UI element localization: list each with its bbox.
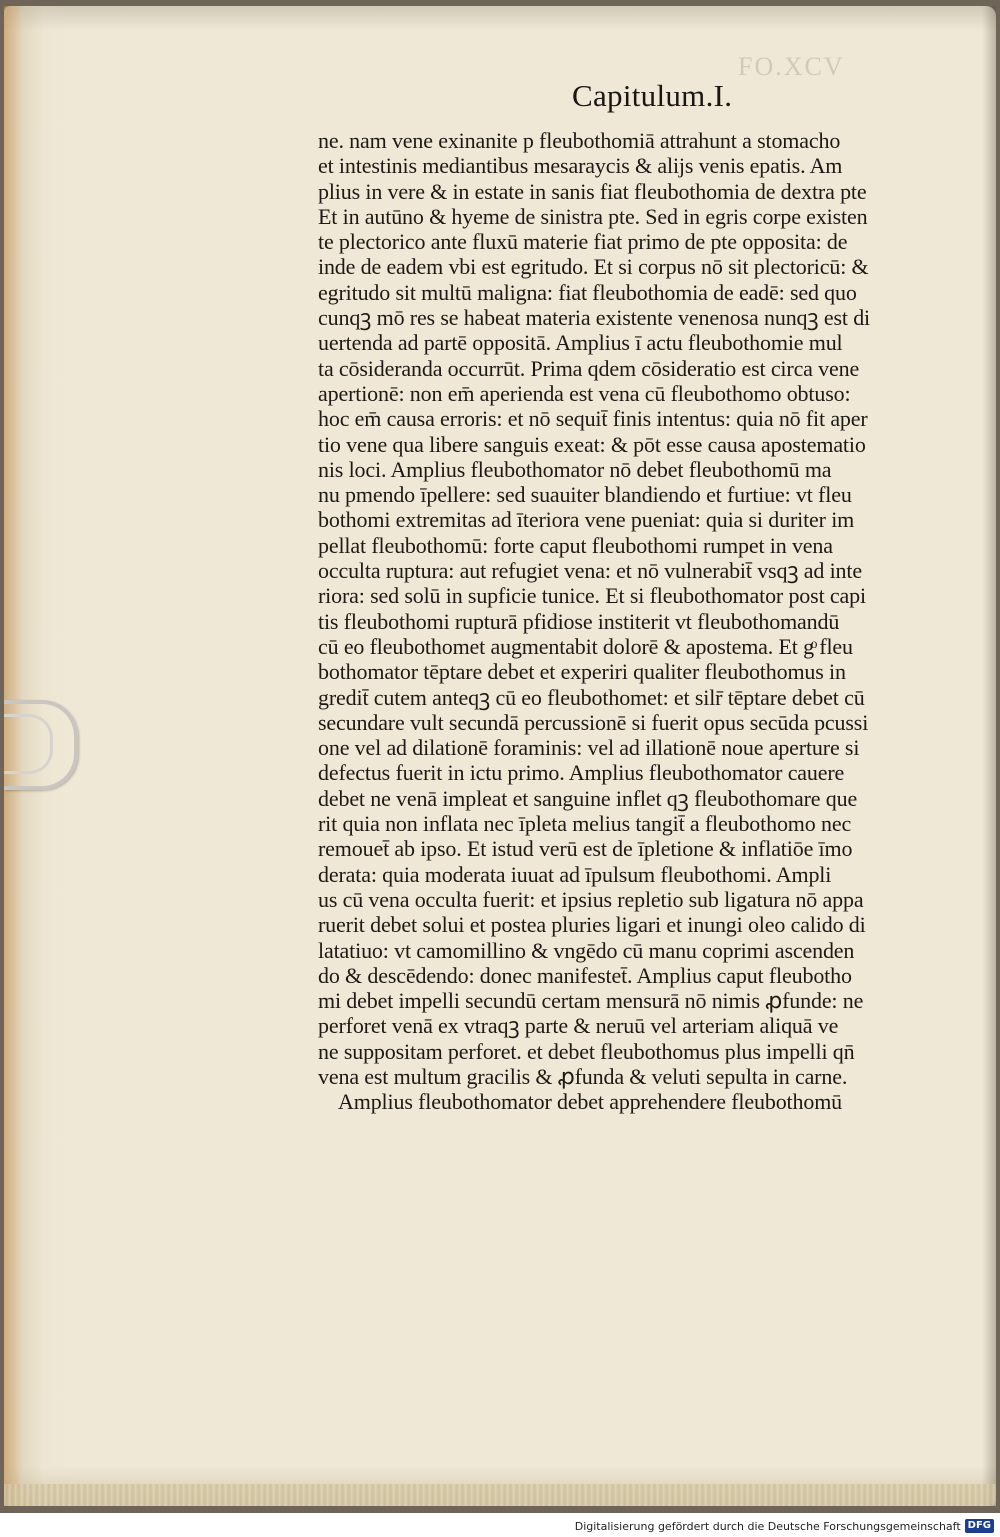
- text-line: one vel ad dilationē foraminis: vel ad illationē noue aperture si: [318, 735, 860, 761]
- text-line: inde de eadem vbi est egritudo. Et si corpus nō sit plectoricū: &: [318, 254, 869, 280]
- text-line: te plectorico ante fluxū materie fiat primo de pte opposita: de: [318, 229, 848, 255]
- text-line: secundare vult secundā percussionē si fuerit opus secūda pcussi: [318, 709, 869, 735]
- text-line: Et in autūno & hyeme de sinistra pte. Sed in egris corpe existen: [318, 203, 868, 229]
- text-line: derata: quia moderata iuuat ad īpulsum fleubothomi. Ampli: [318, 861, 832, 887]
- text-line: ruerit debet solui et postea pluries ligari et inungi oleo calido di: [318, 912, 866, 938]
- text-line: uertenda ad partē oppositā. Amplius ī actu fleubothomie mul: [318, 330, 843, 356]
- text-line: nu pmendo īpellere: sed suauiter blandiendo et furtiue: vt fleu: [318, 482, 852, 508]
- dfg-logo: DFG: [965, 1519, 994, 1533]
- footer-credit-text: Digitalisierung gefördert durch die Deutsche Forschungsgemeinschaft: [574, 1519, 961, 1533]
- page-bottom-edge: [4, 1484, 996, 1506]
- text-line: defectus fuerit in ictu primo. Amplius fleubothomator cauere: [318, 760, 845, 786]
- text-line: bothomator tēptare debet et experiri qualiter fleubothomus in: [318, 659, 846, 685]
- text-line: vena est multum gracilis & ꝓfunda & veluti sepulta in carne.: [318, 1063, 848, 1089]
- footer-credit: [575, 1518, 994, 1534]
- text-block: [318, 128, 966, 1115]
- running-head: Capitulum.I.: [572, 78, 733, 113]
- text-line: ta cōsideranda occurrūt. Prima qdem cōsideratio est circa vene: [318, 355, 860, 381]
- text-line: mi debet impelli secundū certam mensurā nō nimis ꝓfunde: ne: [318, 988, 864, 1014]
- text-line: gredit̄ cutem anteqꝫ cū eo fleubothomet: et silr̄ tēptare debet cū: [318, 684, 865, 710]
- text-line: latatiuo: vt camomillino & vngēdo cū manu coprimi ascenden: [318, 937, 855, 963]
- text-line: ne suppositam perforet. et debet fleubothomus plus impelli qn̄: [318, 1038, 855, 1064]
- text-line: occulta ruptura: aut refugiet vena: et nō vulnerabit̄ vsqꝫ ad inte: [318, 558, 862, 584]
- text-line: tio vene qua libere sanguis exeat: & pōt esse causa apostematio: [318, 431, 866, 457]
- text-line: debet ne venā impleat et sanguine inflet qꝫ fleubothomare que: [318, 785, 858, 811]
- text-line: apertionē: non em̄ aperienda est vena cū fleubothomo obtuso:: [318, 380, 851, 406]
- text-line: bothomi extremitas ad īteriora vene pueniat: quia si duriter im: [318, 507, 855, 533]
- bleed-through-heading: FO.XCV: [738, 52, 845, 81]
- text-line: do & descēdendo: donec manifestet̄. Amplius caput fleubotho: [318, 962, 852, 988]
- text-line: riora: sed solū in supficie tunice. Et si fleubothomator post capi: [318, 583, 866, 609]
- text-line: egritudo sit multū maligna: fiat fleubothomia de eadē: sed quo: [318, 279, 857, 305]
- text-line: et intestinis mediantibus mesaraycis & alijs venis epatis. Am: [318, 153, 843, 179]
- text-line: hoc em̄ causa erroris: et nō sequit̄ finis intentus: quia nō fit aper: [318, 406, 868, 432]
- text-line: cū eo fleubothomet augmentabit dolorē & apostema. Et gͦ fleu: [318, 633, 853, 659]
- text-line: Amplius fleubothomator debet apprehendere fleubothomū: [338, 1089, 843, 1115]
- text-line: remouet̄ ab ipso. Et istud verū est de īpletione & inflatiōe īmo: [318, 836, 853, 862]
- text-line: ne. nam vene exinanite p fleubothomiā attrahunt a stomacho: [318, 128, 841, 153]
- text-line: plius in vere & in estate in sanis fiat fleubothomia de dextra pte: [318, 178, 867, 204]
- text-line: us cū vena occulta fuerit: et ipsius repletio sub ligatura nō appa: [318, 886, 864, 912]
- text-line: tis fleubothomi rupturā pfidiose institerit vt fleubothomandū: [318, 608, 840, 634]
- text-line: cunqꝫ mō res se habeat materia existente venenosa nunqꝫ est di: [318, 305, 871, 331]
- text-line: nis loci. Amplius fleubothomator nō debet fleubothomū ma: [318, 456, 832, 482]
- text-line: rit quia non inflata nec īpleta melius tangit̄ a fleubothomo nec: [318, 811, 852, 837]
- text-line: pellat fleubothomū: forte caput fleubothomi rumpet in vena: [318, 532, 833, 558]
- text-line: perforet venā ex vtraqꝫ parte & neruū vel arteriam aliquā ve: [318, 1013, 839, 1039]
- paper-clip-inner-loop: [4, 714, 53, 774]
- page-right-edge: [982, 6, 996, 1506]
